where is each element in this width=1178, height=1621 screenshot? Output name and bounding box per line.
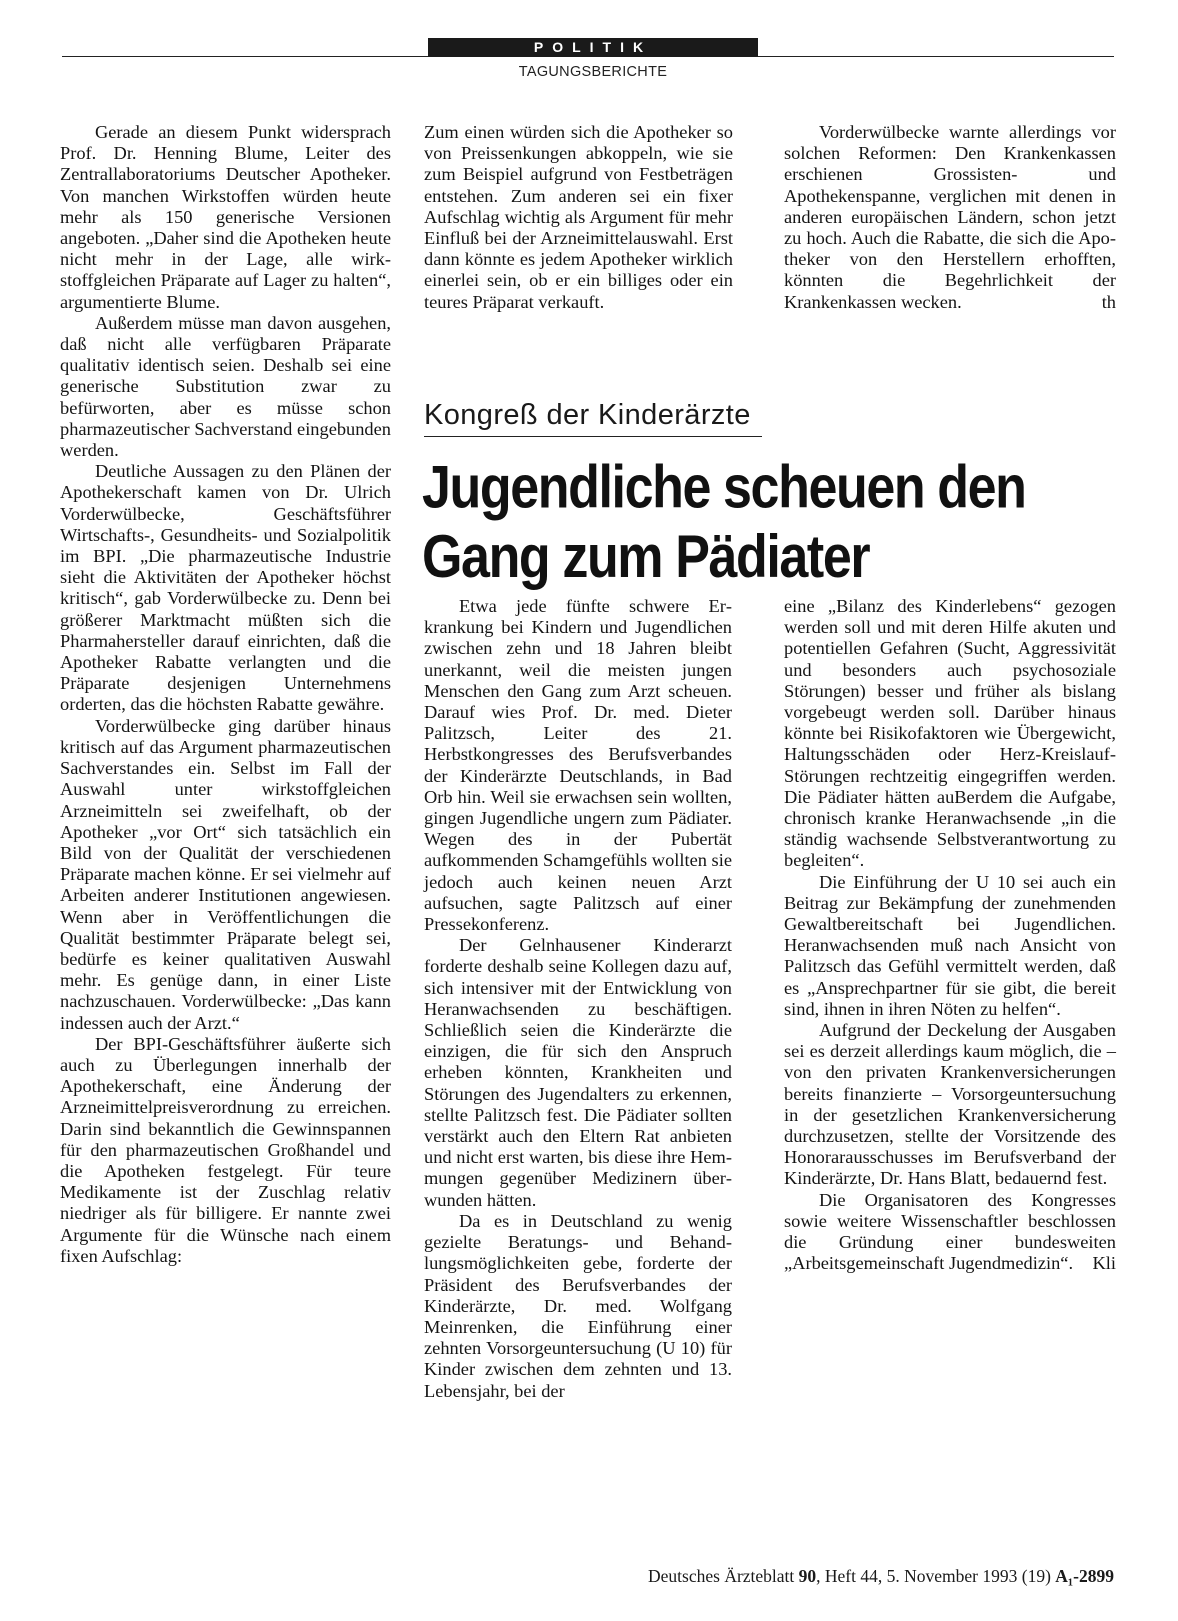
headline-line: Jugendliche scheuen den bbox=[422, 454, 1026, 522]
paragraph: eine „Bilanz des Kinderlebens“ gezogen werden soll und mit deren Hilfe akuten und potentiellen Gefahren (Sucht, Aggressivität und besonders auch psychosoziale Störungen) besser und früher als bislang vorgebeugt werden soll. Darüber hinaus könnte bei Risikofaktoren wie Übergewicht, Haltungsschäden oder Herz-Kreislauf-Störungen rechtzeitig eingegriffen werden. Die Pädiater hätten auBerdem die Aufgabe, chronisch kranke Heranwachsende „in die ständig wachsende Selbstverantwortung zu begleiten“. bbox=[784, 596, 1116, 871]
volume-number: 90 bbox=[798, 1566, 817, 1586]
paragraph-text: Die Organisatoren des Kongresses sowie weitere Wissenschaftler beschlossen die Gründung einer bundesweiten „Arbeitsgemeinschaft Jugendmedizin“. bbox=[784, 1189, 1116, 1274]
paragraph: Zum einen würden sich die Apotheker so von Preissenkungen abkoppeln, wie sie zum Beispiel aufgrund von Festbeträgen entstehen. Zum anderen sei ein fixer Aufschlag wichtig als Argument für mehr Einfluß bei der Arzneimittelauswahl. Erst dann könnte es jedem Apotheker wirklich einerlei sein, ob er ein billiges oder ein teures Präparat verkauft. bbox=[424, 122, 733, 312]
journal-name: Deutsches Ärzteblatt bbox=[648, 1566, 795, 1586]
prev-article-column-2 bbox=[424, 122, 733, 313]
paragraph: Deutliche Aussagen zu den Plänen der Apothekerschaft kamen von Dr. Ulrich Vorderwülbecke, Geschäftsführer Wirtschafts-, Gesundheits- und Sozialpolitik im BPI. „Die pharmazeutische Industrie sieht die Aktivitäten der Apotheker höchst kritisch“, gab Vorderwülbecke zu. Denn bei größerer Marktmacht müßten sich die Pharmahersteller darauf einrichten, daß die Apotheker Rabatte verlangten und die Präparate desjenigen Unternehmens orderten, das die höchsten Rabatte gewähre. bbox=[60, 461, 391, 715]
author-signature: th bbox=[1101, 291, 1116, 312]
subsection-label: TAGUNGSBERICHTE bbox=[518, 64, 668, 80]
paragraph: Da es in Deutschland zu wenig gezielte Beratungs- und Behandlungsmöglichkeiten gebe, forderte der Präsident des Berufsverbandes der Kinderärzte, Dr. med. Wolfgang Meinrenken, die Einführung einer zehnten Vorsorgeuntersuchung (U 10) für Kinder zwischen dem zehnten und 13. Lebensjahr, bei der bbox=[424, 1210, 732, 1401]
paragraph: Aufgrund der Deckelung der Ausgaben sei es derzeit allerdings kaum möglich, die – von den privaten Krankenversicherungen bereits finanzierte – Vorsorgeuntersuchung in der gesetzlichen Krankenversicherung durchzusetzen, stellte der Vorsitzende des Honorarausschusses im Berufsverband der Kinderärzte, Dr. Hans Blatt, bedauernd fest. bbox=[784, 1020, 1116, 1189]
paragraph bbox=[784, 1190, 1116, 1275]
author-signature: Kli bbox=[1092, 1253, 1116, 1274]
article-column-right bbox=[784, 596, 1116, 1275]
paragraph-text: Vorderwülbecke warnte allerdings vor solchen Reformen: Den Krankenkassen erschienen Grossisten- und Apothekenspanne, verglichen mit denen in anderen europäischen Ländern, schon jetzt zu hoch. Auch die Rabatte, die sich die Apotheker von den Herstellern erhofften, könnten die Begehrlichkeit der Krankenkassen wecken. bbox=[784, 122, 1116, 312]
paragraph: Der BPI-Geschäftsführer äußerte sich auch zu Überlegungen innerhalb der Apothekerschaft, eine Änderung der Arzneimittelpreisverordnung zu erreichen. Darin sind bekanntlich die Gewinnspannen für den pharmazeutischen Großhandel und die Apotheken festgelegt. Für teure Medikamente ist der Zuschlag relativ niedriger als für billigere. Er nannte zwei Argumente für die Wünsche nach einem fixen Aufschlag: bbox=[60, 1033, 391, 1266]
issue-info: , Heft 44, 5. November 1993 (19) bbox=[816, 1566, 1051, 1586]
paragraph: Außerdem müsse man davon ausgehen, daß nicht alle verfügbaren Präparate qualitativ identisch seien. Deshalb sei eine generische Substitution zwar zu befürworten, aber es müsse schon pharmazeutischer Sachverstand eingebunden werden. bbox=[60, 312, 391, 461]
paragraph: Etwa jede fünfte schwere Erkrankung bei Kindern und Jugendlichen zwischen zehn und 18 Jahren bleibt unerkannt, weil die meisten jungen Menschen den Gang zum Arzt scheuen. Darauf wies Prof. Dr. med. Dieter Palitzsch, Leiter des 21. Herbstkongresses des Berufsverbandes der Kinderärzte Deutschlands, in Bad Orb hin. Weil sie erwachsen sein wollten, gingen Jugendliche ungern zum Pädiater. Wegen des in der Pubertät aufkommenden Schamgefühls wollten sie jedoch auch keinen neuen Arzt aufsuchen, sagte Palitzsch auf einer Pressekonferenz. bbox=[424, 596, 732, 935]
article-headline bbox=[422, 453, 1122, 592]
prev-article-column-1 bbox=[60, 122, 391, 1267]
headline-line: Gang zum Pädiater bbox=[422, 523, 870, 592]
prev-article-column-3 bbox=[784, 122, 1116, 313]
page-footer bbox=[648, 1566, 1114, 1587]
paragraph: Die Einführung der U 10 sei auch ein Beitrag zur Bekämpfung der zunehmenden Gewaltbereitschaft bei Jugendlichen. Heranwachsenden muß nach Ansicht von Palitzsch das Gefühl vermittelt werden, daß es „Ansprechpartner für sie gibt, die bereit sind, ihnen in ihren Nöten zu helfen“. bbox=[784, 871, 1116, 1019]
article-kicker: Kongreß der Kinderärzte bbox=[424, 398, 762, 437]
paragraph: Der Gelnhausener Kinderarzt forderte deshalb seine Kollegen dazu auf, sich intensiver mit der Entwicklung von Heranwachsenden zu beschäftigen. Schließlich seien die Kinderärzte die einzigen, die für sich den Anspruch erheben könnten, Krankheiten und Störungen des Jugendalters zu erkennen, stellte Palitzsch fest. Die Pädiater sollten verstärkt auch den Eltern Rat anbieten und nicht erst warten, bis diese ihre Hemmungen gegenüber Medizinern überwunden hätten. bbox=[424, 935, 732, 1210]
paragraph: Vorderwülbecke ging darüber hinaus kritisch auf das Argument pharmazeutischen Sachverstandes ein. Selbst im Fall der Auswahl unter wirkstoffgleichen Arzneimitteln sei zweifelhaft, ob der Apotheker „vor Ort“ sich tatsächlich ein Bild von der Qualität der verschiedenen Präparate machen könne. Er sei vielmehr auf Arbeiten anderer Institutionen angewiesen. Wenn aber in Veröffentlichungen die Qualität bestimmter Präparate belegt sei, bedürfe es keiner qualitativen Auswahl mehr. Es genüge dann, in einer Liste nachzuschauen. Vorderwülbecke: „Das kann indessen auch der Arzt.“ bbox=[60, 715, 391, 1033]
paragraph: Gerade an diesem Punkt widersprach Prof. Dr. Henning Blume, Leiter des Zentrallaboratoriums Deutscher Apotheker. Von manchen Wirkstoffen würden heute mehr als 150 generische Versionen angeboten. „Daher sind die Apotheken heute nicht mehr in der Lage, alle wirkstoffgleichen Präparate auf Lager zu halten“, argumentierte Blume. bbox=[60, 122, 391, 312]
page-number: A₁-2899 bbox=[1055, 1566, 1114, 1586]
paragraph bbox=[784, 122, 1116, 313]
section-label: POLITIK bbox=[428, 38, 758, 57]
article-column-left bbox=[424, 596, 732, 1402]
